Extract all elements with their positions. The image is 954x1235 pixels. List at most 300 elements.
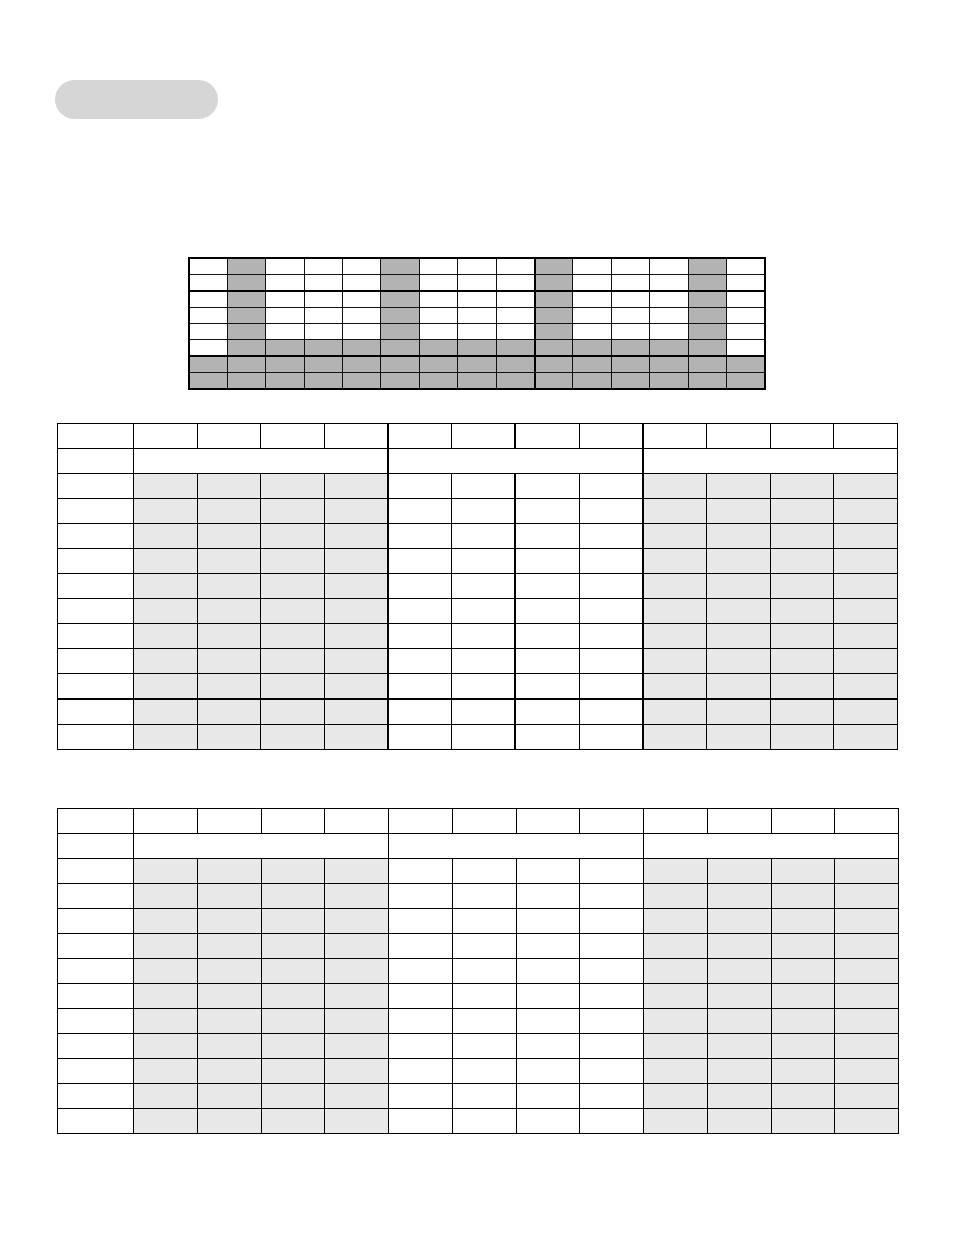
row-label-cell bbox=[58, 959, 134, 984]
data-cell bbox=[515, 649, 579, 674]
data-cell bbox=[452, 984, 516, 1009]
data-cell bbox=[261, 624, 325, 649]
data-cell bbox=[389, 1009, 453, 1034]
data-cell bbox=[324, 549, 388, 574]
blank-cell bbox=[726, 258, 765, 275]
data-cell bbox=[197, 725, 261, 750]
table-row bbox=[58, 959, 899, 984]
data-cell bbox=[197, 884, 261, 909]
data-cell bbox=[134, 474, 198, 499]
data-cell bbox=[515, 599, 579, 624]
data-cell bbox=[515, 424, 579, 449]
data-cell bbox=[835, 1009, 899, 1034]
data-cell bbox=[770, 674, 834, 700]
data-cell bbox=[834, 699, 898, 725]
table-row bbox=[58, 649, 898, 674]
data-cell bbox=[771, 934, 835, 959]
data-cell bbox=[324, 524, 388, 549]
data-cell bbox=[579, 624, 643, 649]
row-label-cell bbox=[58, 424, 134, 449]
blank-cell bbox=[189, 291, 227, 308]
data-cell bbox=[324, 699, 388, 725]
data-cell bbox=[707, 884, 771, 909]
data-cell bbox=[134, 959, 198, 984]
data-cell bbox=[834, 574, 898, 599]
shaded-cell bbox=[535, 356, 573, 373]
data-cell bbox=[261, 1059, 325, 1084]
data-cell bbox=[134, 1059, 198, 1084]
shaded-cell bbox=[535, 275, 573, 292]
blank-cell bbox=[726, 275, 765, 292]
data-cell bbox=[707, 959, 771, 984]
data-cell bbox=[197, 859, 261, 884]
data-cell bbox=[516, 809, 580, 834]
data-cell bbox=[706, 599, 770, 624]
data-cell bbox=[134, 624, 198, 649]
data-cell bbox=[134, 909, 198, 934]
data-cell bbox=[389, 1034, 453, 1059]
group-header-cell bbox=[134, 449, 389, 474]
blank-cell bbox=[266, 324, 304, 340]
data-cell bbox=[770, 424, 834, 449]
grid-row bbox=[189, 356, 765, 373]
data-cell bbox=[706, 674, 770, 700]
data-cell bbox=[134, 884, 198, 909]
data-cell bbox=[261, 1084, 325, 1109]
blank-cell bbox=[343, 291, 381, 308]
table-row bbox=[58, 1109, 899, 1134]
data-cell bbox=[579, 674, 643, 700]
data-cell bbox=[389, 884, 453, 909]
blank-cell bbox=[266, 308, 304, 324]
data-cell bbox=[452, 624, 516, 649]
data-cell bbox=[197, 624, 261, 649]
blank-cell bbox=[304, 275, 342, 292]
blank-cell bbox=[419, 308, 457, 324]
data-cell bbox=[134, 725, 198, 750]
data-cell bbox=[834, 549, 898, 574]
data-cell bbox=[389, 1059, 453, 1084]
data-cell bbox=[325, 1009, 389, 1034]
blank-cell bbox=[496, 258, 534, 275]
data-cell bbox=[515, 725, 579, 750]
shaded-cell bbox=[688, 356, 726, 373]
data-cell bbox=[516, 884, 580, 909]
shaded-cell bbox=[458, 356, 496, 373]
data-cell bbox=[197, 649, 261, 674]
shaded-cell bbox=[573, 373, 611, 390]
data-cell bbox=[324, 649, 388, 674]
data-cell bbox=[388, 599, 452, 624]
group-header-cell bbox=[134, 834, 389, 859]
data-cell bbox=[452, 574, 516, 599]
row-label-cell bbox=[58, 1059, 134, 1084]
data-cell bbox=[706, 549, 770, 574]
shaded-cell bbox=[227, 373, 265, 390]
data-cell bbox=[452, 524, 516, 549]
data-cell bbox=[643, 574, 707, 599]
table-row bbox=[58, 499, 898, 524]
table-row bbox=[58, 934, 899, 959]
data-cell bbox=[197, 1084, 261, 1109]
data-cell bbox=[580, 1059, 644, 1084]
data-cell bbox=[644, 1009, 708, 1034]
data-cell bbox=[261, 1109, 325, 1134]
data-cell bbox=[197, 909, 261, 934]
data-cell bbox=[579, 725, 643, 750]
shaded-cell bbox=[304, 373, 342, 390]
table-row bbox=[58, 859, 899, 884]
table-row bbox=[58, 1009, 899, 1034]
data-cell bbox=[771, 959, 835, 984]
data-cell bbox=[388, 649, 452, 674]
data-cell bbox=[134, 934, 198, 959]
blank-cell bbox=[189, 308, 227, 324]
data-table-upper bbox=[57, 423, 898, 750]
table-row bbox=[58, 574, 898, 599]
shaded-cell bbox=[343, 356, 381, 373]
data-cell bbox=[325, 1034, 389, 1059]
row-label-cell bbox=[58, 449, 134, 474]
data-cell bbox=[134, 699, 198, 725]
shaded-cell bbox=[381, 258, 419, 275]
row-label-cell bbox=[58, 524, 134, 549]
row-label-cell bbox=[58, 1009, 134, 1034]
shaded-cell bbox=[535, 308, 573, 324]
row-label-cell bbox=[58, 599, 134, 624]
shaded-cell bbox=[266, 373, 304, 390]
data-cell bbox=[516, 1059, 580, 1084]
data-cell bbox=[835, 884, 899, 909]
row-label-cell bbox=[58, 884, 134, 909]
data-cell bbox=[388, 674, 452, 700]
data-cell bbox=[644, 1109, 708, 1134]
data-cell bbox=[452, 959, 516, 984]
data-cell bbox=[197, 1059, 261, 1084]
shaded-cell bbox=[189, 373, 227, 390]
shaded-cell bbox=[688, 258, 726, 275]
blank-cell bbox=[304, 258, 342, 275]
table-row bbox=[58, 1059, 899, 1084]
data-cell bbox=[261, 859, 325, 884]
blank-cell bbox=[458, 291, 496, 308]
data-cell bbox=[452, 809, 516, 834]
data-cell bbox=[134, 1109, 198, 1134]
data-cell bbox=[515, 674, 579, 700]
data-cell bbox=[261, 674, 325, 700]
blank-cell bbox=[650, 291, 688, 308]
blank-cell bbox=[189, 258, 227, 275]
shaded-cell bbox=[227, 356, 265, 373]
data-cell bbox=[452, 424, 516, 449]
row-label-cell bbox=[58, 574, 134, 599]
data-cell bbox=[516, 1009, 580, 1034]
data-cell bbox=[197, 499, 261, 524]
data-cell bbox=[707, 809, 771, 834]
data-cell bbox=[707, 859, 771, 884]
shaded-cell bbox=[227, 340, 265, 357]
shaded-cell bbox=[573, 356, 611, 373]
grid-row bbox=[189, 324, 765, 340]
data-cell bbox=[134, 524, 198, 549]
row-label-cell bbox=[58, 1109, 134, 1134]
shaded-cell bbox=[381, 291, 419, 308]
row-label-cell bbox=[58, 1034, 134, 1059]
shaded-cell bbox=[496, 373, 534, 390]
data-cell bbox=[261, 884, 325, 909]
row-label-cell bbox=[58, 859, 134, 884]
data-cell bbox=[771, 984, 835, 1009]
data-cell bbox=[580, 859, 644, 884]
data-cell bbox=[771, 1059, 835, 1084]
data-cell bbox=[452, 674, 516, 700]
blank-cell bbox=[496, 275, 534, 292]
data-cell bbox=[644, 809, 708, 834]
table-row bbox=[58, 725, 898, 750]
blank-cell bbox=[304, 308, 342, 324]
data-cell bbox=[261, 424, 325, 449]
row-label-cell bbox=[58, 624, 134, 649]
data-cell bbox=[771, 909, 835, 934]
table-row bbox=[58, 699, 898, 725]
grid-row bbox=[189, 340, 765, 357]
data-cell bbox=[134, 674, 198, 700]
shaded-cell bbox=[611, 340, 649, 357]
data-cell bbox=[197, 549, 261, 574]
shaded-cell bbox=[419, 356, 457, 373]
shaded-cell bbox=[266, 356, 304, 373]
data-cell bbox=[197, 1109, 261, 1134]
row-label-cell bbox=[58, 984, 134, 1009]
shaded-cell bbox=[381, 373, 419, 390]
data-cell bbox=[134, 599, 198, 624]
shaded-cell bbox=[458, 373, 496, 390]
data-cell bbox=[325, 1084, 389, 1109]
blank-cell bbox=[189, 275, 227, 292]
table-row bbox=[58, 909, 899, 934]
data-cell bbox=[706, 499, 770, 524]
shaded-cell bbox=[688, 308, 726, 324]
data-cell bbox=[644, 1084, 708, 1109]
data-cell bbox=[515, 699, 579, 725]
data-cell bbox=[770, 574, 834, 599]
data-cell bbox=[707, 1034, 771, 1059]
data-cell bbox=[324, 674, 388, 700]
data-cell bbox=[834, 599, 898, 624]
data-cell bbox=[325, 984, 389, 1009]
data-cell bbox=[261, 499, 325, 524]
data-cell bbox=[643, 725, 707, 750]
blank-cell bbox=[611, 324, 649, 340]
data-cell bbox=[324, 574, 388, 599]
shaded-cell bbox=[227, 308, 265, 324]
data-cell bbox=[261, 984, 325, 1009]
data-cell bbox=[579, 499, 643, 524]
blank-cell bbox=[343, 275, 381, 292]
blank-cell bbox=[189, 324, 227, 340]
data-cell bbox=[835, 1034, 899, 1059]
data-cell bbox=[325, 909, 389, 934]
data-cell bbox=[643, 649, 707, 674]
data-cell bbox=[389, 959, 453, 984]
data-cell bbox=[580, 884, 644, 909]
section-heading-pill bbox=[55, 80, 218, 119]
shaded-cell bbox=[650, 356, 688, 373]
data-cell bbox=[515, 624, 579, 649]
table-row bbox=[58, 809, 899, 834]
row-label-cell bbox=[58, 934, 134, 959]
data-cell bbox=[644, 934, 708, 959]
data-cell bbox=[580, 1009, 644, 1034]
blank-cell bbox=[304, 291, 342, 308]
group-header-cell bbox=[643, 449, 898, 474]
data-cell bbox=[579, 524, 643, 549]
data-cell bbox=[770, 624, 834, 649]
data-cell bbox=[516, 1034, 580, 1059]
data-cell bbox=[579, 599, 643, 624]
data-cell bbox=[324, 624, 388, 649]
shaded-cell bbox=[189, 356, 227, 373]
data-cell bbox=[706, 725, 770, 750]
blank-cell bbox=[343, 308, 381, 324]
data-cell bbox=[835, 1109, 899, 1134]
blank-cell bbox=[611, 275, 649, 292]
table-row bbox=[58, 624, 898, 649]
data-cell bbox=[134, 809, 198, 834]
row-label-cell bbox=[58, 474, 134, 499]
row-label-cell bbox=[58, 725, 134, 750]
data-cell bbox=[515, 574, 579, 599]
data-cell bbox=[644, 1059, 708, 1084]
blank-cell bbox=[458, 324, 496, 340]
table-row bbox=[58, 834, 899, 859]
data-cell bbox=[452, 474, 516, 499]
data-cell bbox=[834, 649, 898, 674]
data-cell bbox=[834, 424, 898, 449]
blank-cell bbox=[419, 275, 457, 292]
shaded-cell bbox=[381, 275, 419, 292]
data-cell bbox=[834, 524, 898, 549]
data-cell bbox=[389, 859, 453, 884]
blank-cell bbox=[496, 324, 534, 340]
data-cell bbox=[835, 809, 899, 834]
shaded-cell bbox=[726, 356, 765, 373]
data-cell bbox=[770, 524, 834, 549]
data-cell bbox=[771, 1084, 835, 1109]
data-cell bbox=[134, 1084, 198, 1109]
data-cell bbox=[643, 499, 707, 524]
data-cell bbox=[643, 424, 707, 449]
blank-cell bbox=[496, 291, 534, 308]
data-cell bbox=[516, 859, 580, 884]
blank-cell bbox=[573, 324, 611, 340]
data-cell bbox=[580, 809, 644, 834]
data-cell bbox=[770, 699, 834, 725]
data-cell bbox=[197, 424, 261, 449]
data-cell bbox=[388, 524, 452, 549]
shaded-cell bbox=[304, 356, 342, 373]
shaded-cell bbox=[688, 373, 726, 390]
blank-cell bbox=[650, 324, 688, 340]
shaded-cell bbox=[611, 356, 649, 373]
data-cell bbox=[452, 699, 516, 725]
blank-cell bbox=[611, 291, 649, 308]
data-cell bbox=[452, 549, 516, 574]
data-cell bbox=[579, 474, 643, 499]
row-label-cell bbox=[58, 674, 134, 700]
blank-cell bbox=[458, 258, 496, 275]
group-header-cell bbox=[389, 834, 644, 859]
blank-cell bbox=[266, 275, 304, 292]
data-cell bbox=[580, 1109, 644, 1134]
table-row bbox=[58, 984, 899, 1009]
data-cell bbox=[452, 725, 516, 750]
table-row bbox=[58, 1084, 899, 1109]
shaded-cell bbox=[535, 373, 573, 390]
table-row bbox=[58, 424, 898, 449]
data-cell bbox=[452, 859, 516, 884]
data-cell bbox=[325, 809, 389, 834]
data-cell bbox=[134, 424, 198, 449]
data-cell bbox=[771, 1009, 835, 1034]
data-cell bbox=[261, 549, 325, 574]
data-cell bbox=[516, 1084, 580, 1109]
data-cell bbox=[835, 859, 899, 884]
data-cell bbox=[261, 934, 325, 959]
data-cell bbox=[706, 474, 770, 499]
data-cell bbox=[197, 1034, 261, 1059]
shaded-cell bbox=[611, 373, 649, 390]
data-cell bbox=[835, 909, 899, 934]
blank-cell bbox=[419, 258, 457, 275]
data-cell bbox=[835, 984, 899, 1009]
data-cell bbox=[197, 809, 261, 834]
data-cell bbox=[834, 725, 898, 750]
data-cell bbox=[452, 934, 516, 959]
data-cell bbox=[389, 1109, 453, 1134]
blank-cell bbox=[726, 291, 765, 308]
shading-grid-small bbox=[188, 257, 766, 390]
grid-row bbox=[189, 275, 765, 292]
data-cell bbox=[579, 699, 643, 725]
data-cell bbox=[134, 1034, 198, 1059]
data-cell bbox=[134, 499, 198, 524]
data-cell bbox=[643, 674, 707, 700]
shaded-cell bbox=[496, 356, 534, 373]
data-cell bbox=[706, 649, 770, 674]
data-cell bbox=[197, 574, 261, 599]
data-cell bbox=[197, 474, 261, 499]
shaded-cell bbox=[535, 324, 573, 340]
data-cell bbox=[388, 474, 452, 499]
data-cell bbox=[580, 959, 644, 984]
shaded-cell bbox=[419, 373, 457, 390]
data-cell bbox=[706, 424, 770, 449]
data-cell bbox=[771, 884, 835, 909]
blank-cell bbox=[266, 258, 304, 275]
data-cell bbox=[707, 934, 771, 959]
data-cell bbox=[770, 725, 834, 750]
blank-cell bbox=[650, 258, 688, 275]
data-cell bbox=[644, 1034, 708, 1059]
data-cell bbox=[261, 524, 325, 549]
shaded-cell bbox=[227, 324, 265, 340]
shaded-cell bbox=[688, 291, 726, 308]
blank-cell bbox=[343, 324, 381, 340]
data-cell bbox=[515, 499, 579, 524]
group-header-cell bbox=[388, 449, 643, 474]
data-cell bbox=[706, 524, 770, 549]
